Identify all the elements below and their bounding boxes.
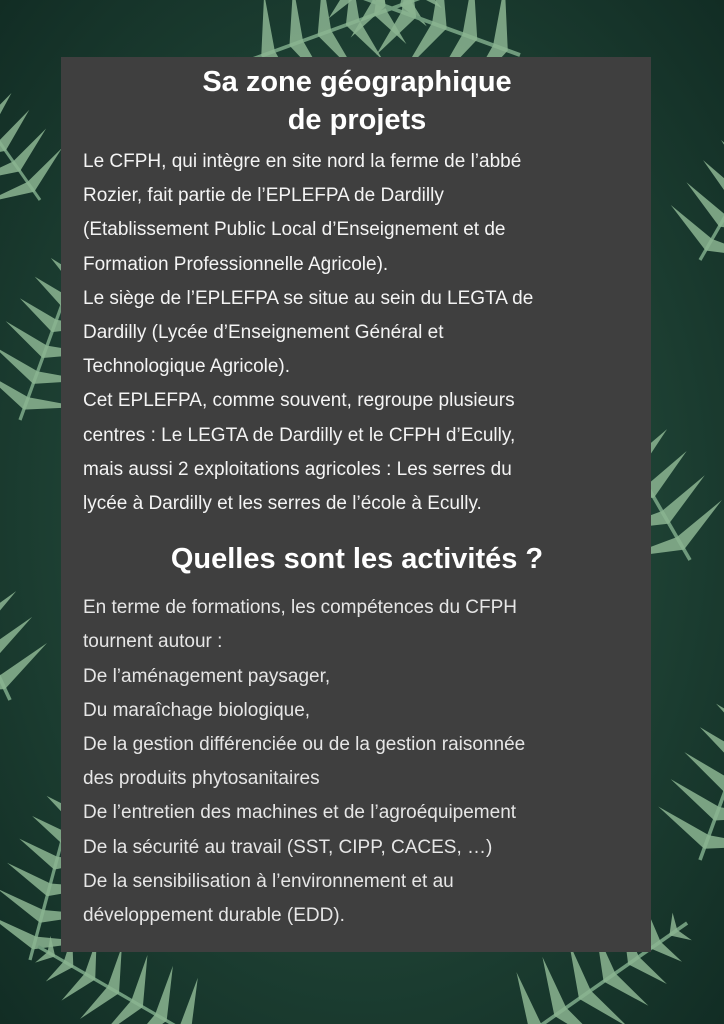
text-line: mais aussi 2 exploitations agricoles : Les serres du [83, 458, 512, 480]
text-line: Rozier, fait partie de l’EPLEFPA de Dardilly [83, 185, 444, 207]
text-line: Formation Professionnelle Agricole). [83, 253, 389, 275]
text-line: tournent autour : [83, 631, 223, 653]
zone-paragraph [83, 145, 631, 521]
text-line: lycée à Dardilly et les serres de l’école à Ecully. [83, 493, 482, 515]
list-item: De la gestion différenciée ou de la gestion raisonnée [83, 734, 526, 756]
list-item: développement durable (EDD). [83, 905, 345, 927]
section-title-activites: Quelles sont les activités ? [170, 543, 544, 576]
list-item: De l’entretien des machines et de l’agroéquipement [83, 802, 517, 824]
text-line: Technologique Agricole). [83, 356, 291, 378]
title-line: de projets [287, 104, 427, 136]
title-line: Sa zone géographique [202, 66, 512, 98]
text-line: centres : Le LEGTA de Dardilly et le CFPH d’Ecully, [83, 424, 516, 446]
text-line: En terme de formations, les compétences du CFPH [83, 597, 518, 619]
activites-paragraph [83, 591, 631, 933]
list-item: De la sensibilisation à l’environnement et au [83, 870, 454, 892]
text-line: Le siège de l’EPLEFPA se situe au sein du LEGTA de [83, 287, 534, 309]
text-panel [61, 57, 651, 952]
list-item: De l’aménagement paysager, [83, 665, 331, 687]
text-line: Dardilly (Lycée d’Enseignement Général et [83, 322, 444, 344]
list-item: Du maraîchage biologique, [83, 699, 311, 721]
text-line: (Etablissement Public Local d’Enseignement et de [83, 219, 506, 241]
text-line: Le CFPH, qui intègre en site nord la ferme de l’abbé [83, 151, 522, 172]
list-item: De la sécurité au travail (SST, CIPP, CACES, …) [83, 836, 493, 858]
text-line: Cet EPLEFPA, comme souvent, regroupe plusieurs [83, 390, 515, 412]
section-title-zone [83, 63, 631, 139]
list-item: des produits phytosanitaires [83, 768, 320, 790]
